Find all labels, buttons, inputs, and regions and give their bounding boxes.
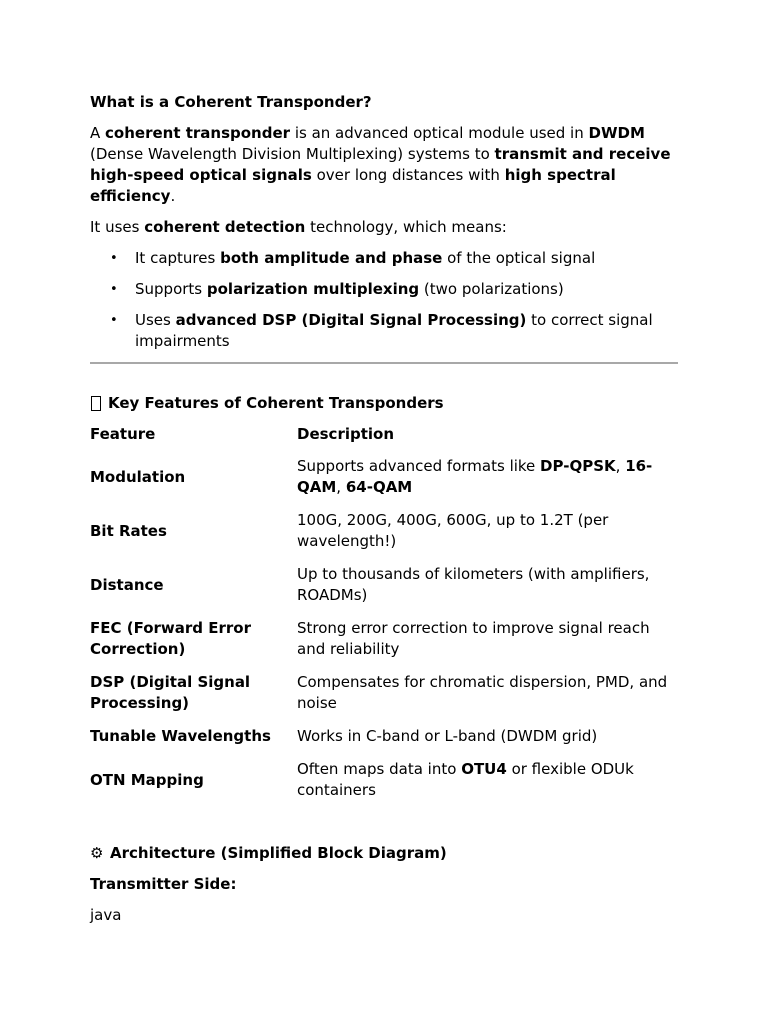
bullet-text-c: (two polarizations) <box>419 280 564 298</box>
intro-paragraph <box>90 123 678 207</box>
description-cell: Compensates for chromatic dispersion, PMD, and noise <box>297 673 668 712</box>
gear-icon: ⚙ <box>90 844 104 862</box>
bullet-text-a: Supports <box>135 280 207 298</box>
uses-bold-coherent-detection: coherent detection <box>144 218 306 236</box>
intro-text-a: A <box>90 124 106 142</box>
description-cell: 100G, 200G, 400G, 600G, up to 1.2T (per wavelength!) <box>297 511 609 550</box>
description-cell: Strong error correction to improve signal reach and reliability <box>297 619 650 658</box>
desc-text: or flexible ODUk containers <box>297 760 634 799</box>
header-feature: Feature <box>90 425 156 443</box>
code-language-label: java <box>90 906 122 924</box>
desc-bold: DP-QPSK <box>540 457 616 475</box>
table-row <box>90 456 678 510</box>
table-row <box>90 672 678 726</box>
desc-text: , <box>615 457 626 475</box>
horizontal-rule <box>90 362 678 364</box>
bullet-marker: • <box>110 251 118 266</box>
features-heading <box>90 393 678 414</box>
table-row <box>90 510 678 564</box>
description-cell <box>297 759 678 813</box>
bullet-bold: both amplitude and phase <box>220 249 443 267</box>
uses-text-c: technology, which means: <box>305 218 507 236</box>
feature-cell: Tunable Wavelengths <box>90 727 271 745</box>
uses-paragraph <box>90 217 678 238</box>
description-cell: Works in C-band or L-band (DWDM grid) <box>297 727 598 745</box>
intro-text-i: . <box>170 187 176 205</box>
bullet-text-a: It captures <box>135 249 221 267</box>
header-description: Description <box>297 425 395 443</box>
bullet-bold: polarization multiplexing <box>206 280 420 298</box>
list-item <box>90 279 678 300</box>
intro-text-g: over long distances with <box>311 166 505 184</box>
list-item <box>90 310 678 352</box>
document-title: What is a Coherent Transponder? <box>90 93 372 111</box>
feature-cell: Distance <box>90 575 164 594</box>
intro-bold-efficiency: high spectral efficiency <box>90 166 616 205</box>
bullet-text-c: of the optical signal <box>442 249 596 267</box>
desc-text: Often maps data into <box>297 760 462 778</box>
architecture-heading-text: Architecture (Simplified Block Diagram) <box>110 844 447 862</box>
feature-cell: Modulation <box>90 467 186 486</box>
table-header-row <box>90 424 678 456</box>
bullet-text-c: to correct signal impairments <box>135 311 653 350</box>
desc-bold: 64-QAM <box>345 478 413 496</box>
intro-text-c: is an advanced optical module used in <box>290 124 589 142</box>
description-cell <box>297 456 678 510</box>
list-item <box>90 248 678 269</box>
document-content <box>90 92 678 926</box>
uses-text-a: It uses <box>90 218 145 236</box>
transmitter-heading: Transmitter Side: <box>90 875 237 893</box>
features-heading-text: Key Features of Coherent Transponders <box>108 394 444 412</box>
table-row <box>90 618 678 672</box>
intro-bold-transmit: transmit and receive high-speed optical signals <box>90 145 671 184</box>
description-cell: Up to thousands of kilometers (with amplifiers, ROADMs) <box>297 565 650 604</box>
feature-cell: FEC (Forward Error Correction) <box>90 619 252 658</box>
desc-bold: 16-QAM <box>297 457 653 496</box>
desc-text: Supports advanced formats like <box>297 457 541 475</box>
architecture-heading <box>90 843 678 864</box>
intro-bold-coherent-transponder: coherent transponder <box>105 124 291 142</box>
intro-text-e: (Dense Wavelength Division Multiplexing) systems to <box>90 145 495 163</box>
table-row <box>90 564 678 618</box>
bullet-bold: advanced DSP (Digital Signal Processing) <box>175 311 527 329</box>
feature-cell: DSP (Digital Signal Processing) <box>90 673 251 712</box>
feature-cell: OTN Mapping <box>90 770 204 789</box>
feature-cell: Bit Rates <box>90 521 167 540</box>
table-row <box>90 726 678 759</box>
desc-text: , <box>336 478 346 496</box>
bullet-marker: • <box>110 313 118 328</box>
missing-glyph-box-icon <box>91 396 101 411</box>
bullet-marker: • <box>110 282 118 297</box>
bullet-list <box>90 248 678 352</box>
table-row <box>90 759 678 813</box>
bullet-text-a: Uses <box>135 311 176 329</box>
desc-bold: OTU4 <box>461 760 507 778</box>
features-table <box>90 424 678 813</box>
intro-bold-dwdm: DWDM <box>588 124 645 142</box>
